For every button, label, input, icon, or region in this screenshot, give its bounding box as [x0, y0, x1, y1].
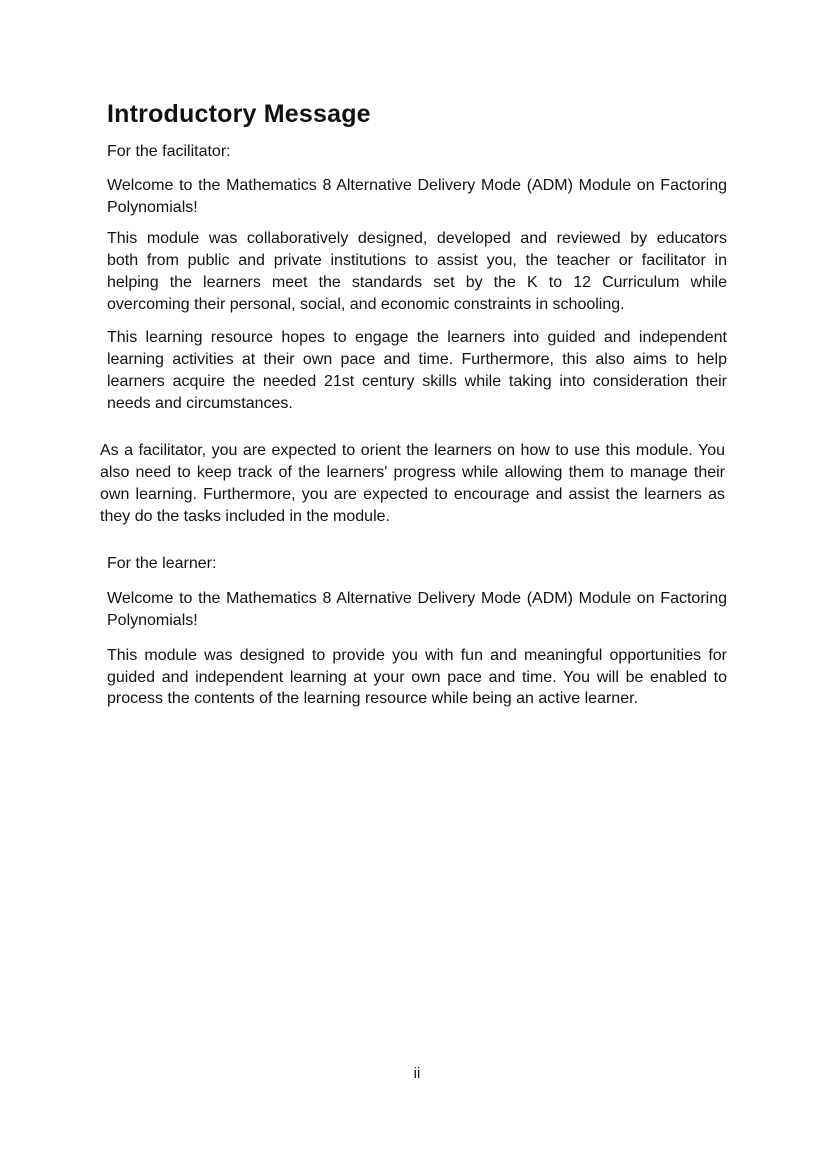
- paragraph-line: This module was collaboratively designed, developed and reviewed by educators: [107, 230, 727, 247]
- paragraph-line: both from public and private institutions to assist you, the teacher or facilitator in: [107, 252, 727, 269]
- learner-label: For the learner:: [107, 555, 217, 572]
- paragraph-line: This module was designed to provide you with fun and meaningful opportunities for: [107, 647, 727, 664]
- facilitator-paragraph-expectations: [100, 440, 725, 528]
- learner-paragraph-design: [107, 645, 727, 710]
- learner-welcome-paragraph: [107, 588, 727, 631]
- page-title: Introductory Message: [107, 100, 371, 128]
- paragraph-line: needs and circumstances.: [107, 395, 293, 412]
- paragraph-line: learning activities at their own pace and time. Furthermore, this also aims to help: [107, 351, 727, 368]
- paragraph-line: As a facilitator, you are expected to orient the learners on how to use this module. You: [100, 442, 725, 459]
- facilitator-welcome-paragraph: [107, 175, 727, 218]
- paragraph-line: Welcome to the Mathematics 8 Alternative Delivery Mode (ADM) Module on Factoring: [107, 590, 727, 607]
- paragraph-line: learners acquire the needed 21st century skills while taking into consideration their: [107, 373, 727, 390]
- facilitator-label: For the facilitator:: [107, 143, 231, 160]
- page-number: ii: [413, 1065, 421, 1082]
- paragraph-line: overcoming their personal, social, and economic constraints in schooling.: [107, 296, 625, 313]
- paragraph-line: helping the learners meet the standards set by the K to 12 Curriculum while: [107, 274, 727, 291]
- paragraph-line: Polynomials!: [107, 611, 198, 629]
- paragraph-line: Welcome to the Mathematics 8 Alternative Delivery Mode (ADM) Module on Factoring: [107, 177, 727, 194]
- paragraph-line: This learning resource hopes to engage the learners into guided and independent: [107, 329, 727, 346]
- paragraph-line: own learning. Furthermore, you are expected to encourage and assist the learners as: [100, 486, 725, 503]
- paragraph-line: Polynomials!: [107, 198, 198, 216]
- paragraph-line: they do the tasks included in the module.: [100, 508, 390, 525]
- paragraph-line: process the contents of the learning resource while being an active learner.: [107, 690, 638, 707]
- facilitator-paragraph-design: [107, 228, 727, 316]
- facilitator-paragraph-learning-resource: [107, 327, 727, 415]
- paragraph-line: guided and independent learning at your own pace and time. You will be enabled to: [107, 668, 727, 686]
- paragraph-line: also need to keep track of the learners' progress while allowing them to manage their: [100, 464, 725, 481]
